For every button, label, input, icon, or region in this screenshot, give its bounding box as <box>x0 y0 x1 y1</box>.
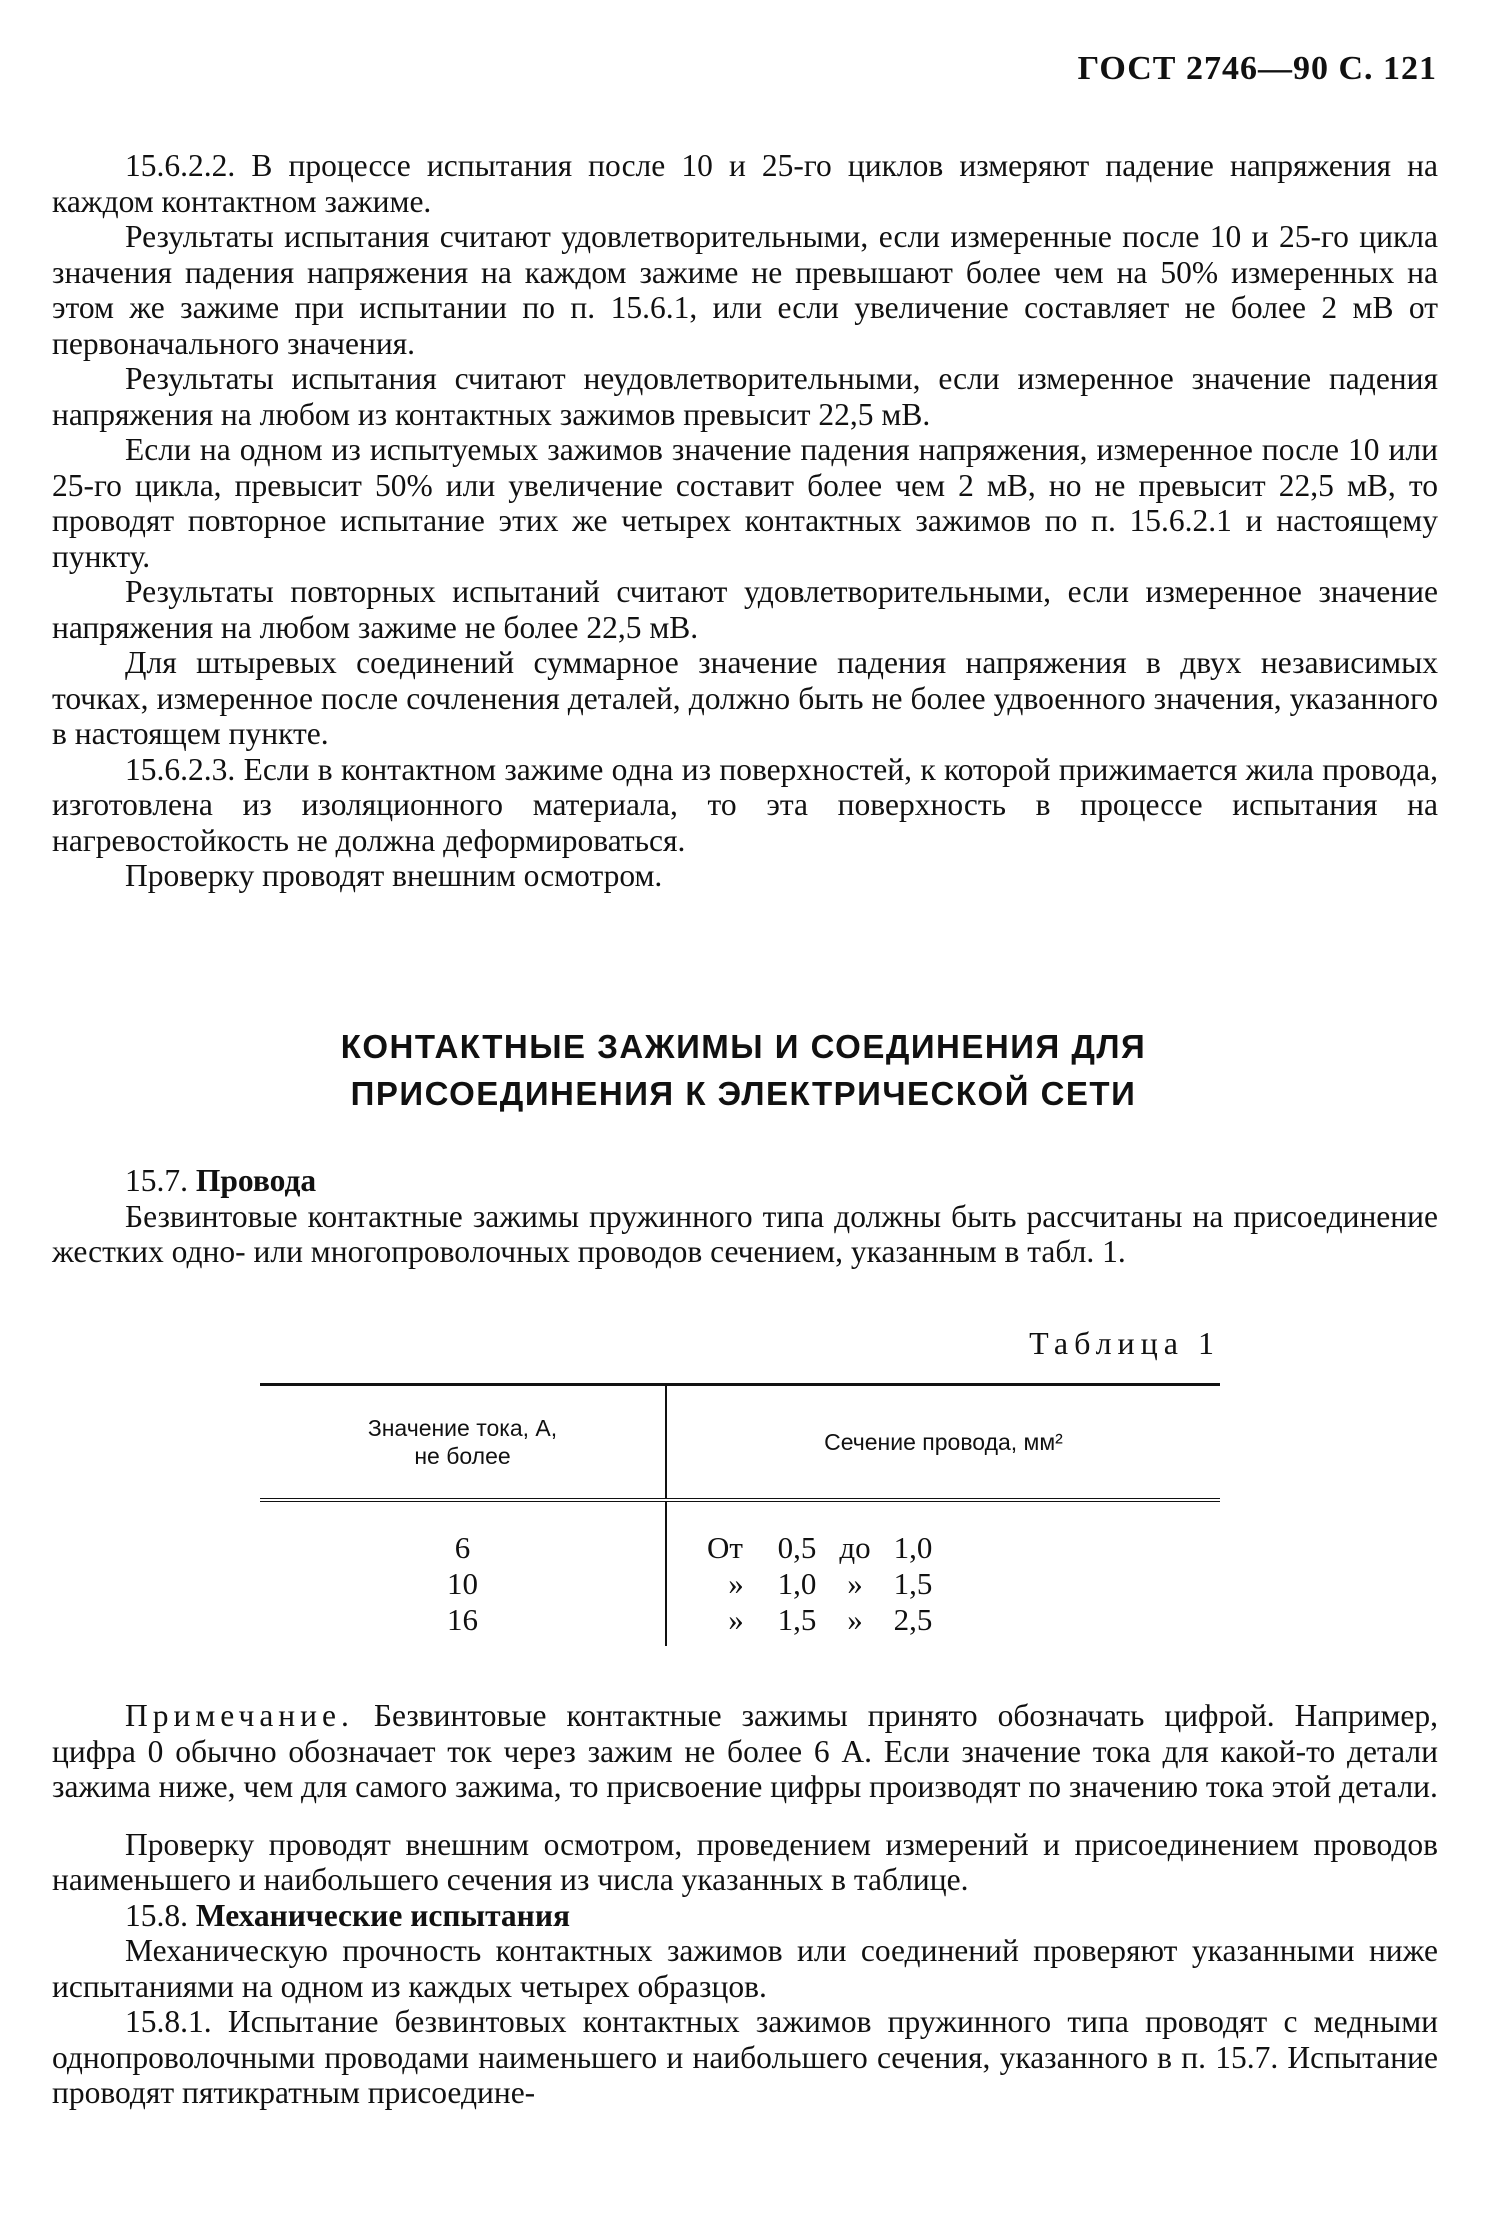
header-section: Сечение провода, мм² <box>666 1385 1220 1501</box>
note-label: Примечание. <box>125 1698 354 1733</box>
paragraph: 15.6.2.3. Если в контактном зажиме одна из поверхностей, к которой прижимается жила провода, изготовлена из изоляционного материала, то эта поверхность в процессе испытания на нагревостойкость не должна деформироваться. <box>52 751 1438 858</box>
cell-to: 1,0 <box>893 1530 933 1565</box>
subsection-title <box>52 1898 1438 1934</box>
paragraph: Результаты испытания считают неудовлетворительными, если измеренное значение падения напряжения на любом из контактных зажимов превысит 22,5 мВ. <box>52 361 1438 432</box>
table-row <box>260 1566 1220 1602</box>
cell-to-word: до <box>839 1530 871 1565</box>
cell-to: 2,5 <box>893 1602 933 1637</box>
cell-from: 1,0 <box>777 1566 817 1601</box>
note-text: Безвинтовые контактные зажимы принято обозначать цифрой. Например, цифра 0 обычно обозначает ток через зажим не более 6 А. Если значение тока для какой-то детали зажима ниже, чем для самого зажима, то присвоение цифры производят по значению тока этой детали. <box>52 1698 1439 1804</box>
paragraph: Механическую прочность контактных зажимов или соединений проверяют указанными ниже испытаниями на одном из каждых четырех образцов. <box>52 1933 1438 2004</box>
cell-current: 16 <box>260 1602 666 1646</box>
cell-to-word: » <box>847 1602 863 1637</box>
paragraph: Результаты повторных испытаний считают удовлетворительными, если измеренное значение напряжения на любом зажиме не более 22,5 мВ. <box>52 574 1438 645</box>
cell-from: 1,5 <box>777 1602 817 1637</box>
text-block-lower <box>52 1698 1438 2111</box>
section-heading-line-2: ПРИСОЕДИНЕНИЯ К ЭЛЕКТРИЧЕСКОЙ СЕТИ <box>350 1075 1137 1112</box>
paragraph: Безвинтовые контактные зажимы пружинного типа должны быть рассчитаны на присоединение жестких одно- или многопроволочных проводов сечением, указанным в табл. 1. <box>52 1198 1438 1269</box>
cell-current: 10 <box>260 1566 666 1602</box>
table-row <box>260 1602 1220 1646</box>
header-current-line2: не более <box>414 1443 511 1469</box>
cell-section <box>666 1500 1220 1566</box>
subsection-title <box>52 1163 1438 1199</box>
paragraph: Результаты испытания считают удовлетворительными, если измеренные после 10 и 25-го цикла значения падения напряжения на каждом зажиме не превышают более чем на 50% измеренных на этом же зажиме при испытании по п. 15.6.1, или если увеличение составляет не более 2 мВ от первоначального значения. <box>52 219 1438 361</box>
paragraph: Проверку проводят внешним осмотром, проведением измерений и присоединением проводов наименьшего и наибольшего сечения из числа указанных в таблице. <box>52 1826 1438 1897</box>
text-block-upper <box>52 148 1438 894</box>
cell-to: 1,5 <box>893 1566 933 1601</box>
subsection-title-text: Механические испытания <box>195 1897 571 1933</box>
text-block-wires <box>52 1163 1438 1270</box>
cell-section <box>666 1602 1220 1646</box>
section-heading-line-1: КОНТАКТНЫЕ ЗАЖИМЫ И СОЕДИНЕНИЯ ДЛЯ <box>340 1028 1147 1065</box>
table-header-row <box>260 1385 1220 1501</box>
table-row <box>260 1500 1220 1566</box>
header-current <box>260 1385 666 1501</box>
cell-to-word: » <box>847 1566 863 1601</box>
cell-from: 0,5 <box>777 1530 817 1565</box>
wire-section-table <box>260 1383 1220 1646</box>
note-paragraph <box>52 1698 1438 1805</box>
subsection-number: 15.7. <box>125 1163 188 1198</box>
cell-prefix: » <box>728 1602 744 1637</box>
header-current-line1: Значение тока, А, <box>367 1415 558 1441</box>
table-caption: Таблица 1 <box>1029 1325 1220 1361</box>
page-header: ГОСТ 2746—90 С. 121 <box>1077 50 1437 87</box>
cell-prefix: От <box>707 1530 743 1565</box>
subsection-title-text: Провода <box>195 1163 317 1198</box>
cell-current: 6 <box>260 1500 666 1566</box>
paragraph: Для штыревых соединений суммарное значение падения напряжения в двух независимых точках, измеренное после сочленения деталей, должно быть не более удвоенного значения, указанного в настоящем пункте. <box>52 645 1438 751</box>
subsection-number: 15.8. <box>125 1897 188 1933</box>
paragraph: 15.8.1. Испытание безвинтовых контактных зажимов пружинного типа проводят с медными однопроволочными проводами наименьшего и наибольшего сечения, указанного в п. 15.7. Испытание проводят пятикратным присоедине- <box>52 2004 1438 2110</box>
cell-section <box>666 1566 1220 1602</box>
cell-prefix: » <box>728 1566 744 1601</box>
paragraph: Если на одном из испытуемых зажимов значение падения напряжения, измеренное после 10 или 25-го цикла, превысит 50% или увеличение составит более чем 2 мВ, но не превысит 22,5 мВ, то проводят повторное испытание этих же четырех контактных зажимов по п. 15.6.2.1 и настоящему пункту. <box>52 432 1438 574</box>
paragraph: 15.6.2.2. В процессе испытания после 10 и 25-го циклов измеряют падение напряжения на каждом контактном зажиме. <box>52 148 1438 219</box>
paragraph: Проверку проводят внешним осмотром. <box>125 858 663 893</box>
